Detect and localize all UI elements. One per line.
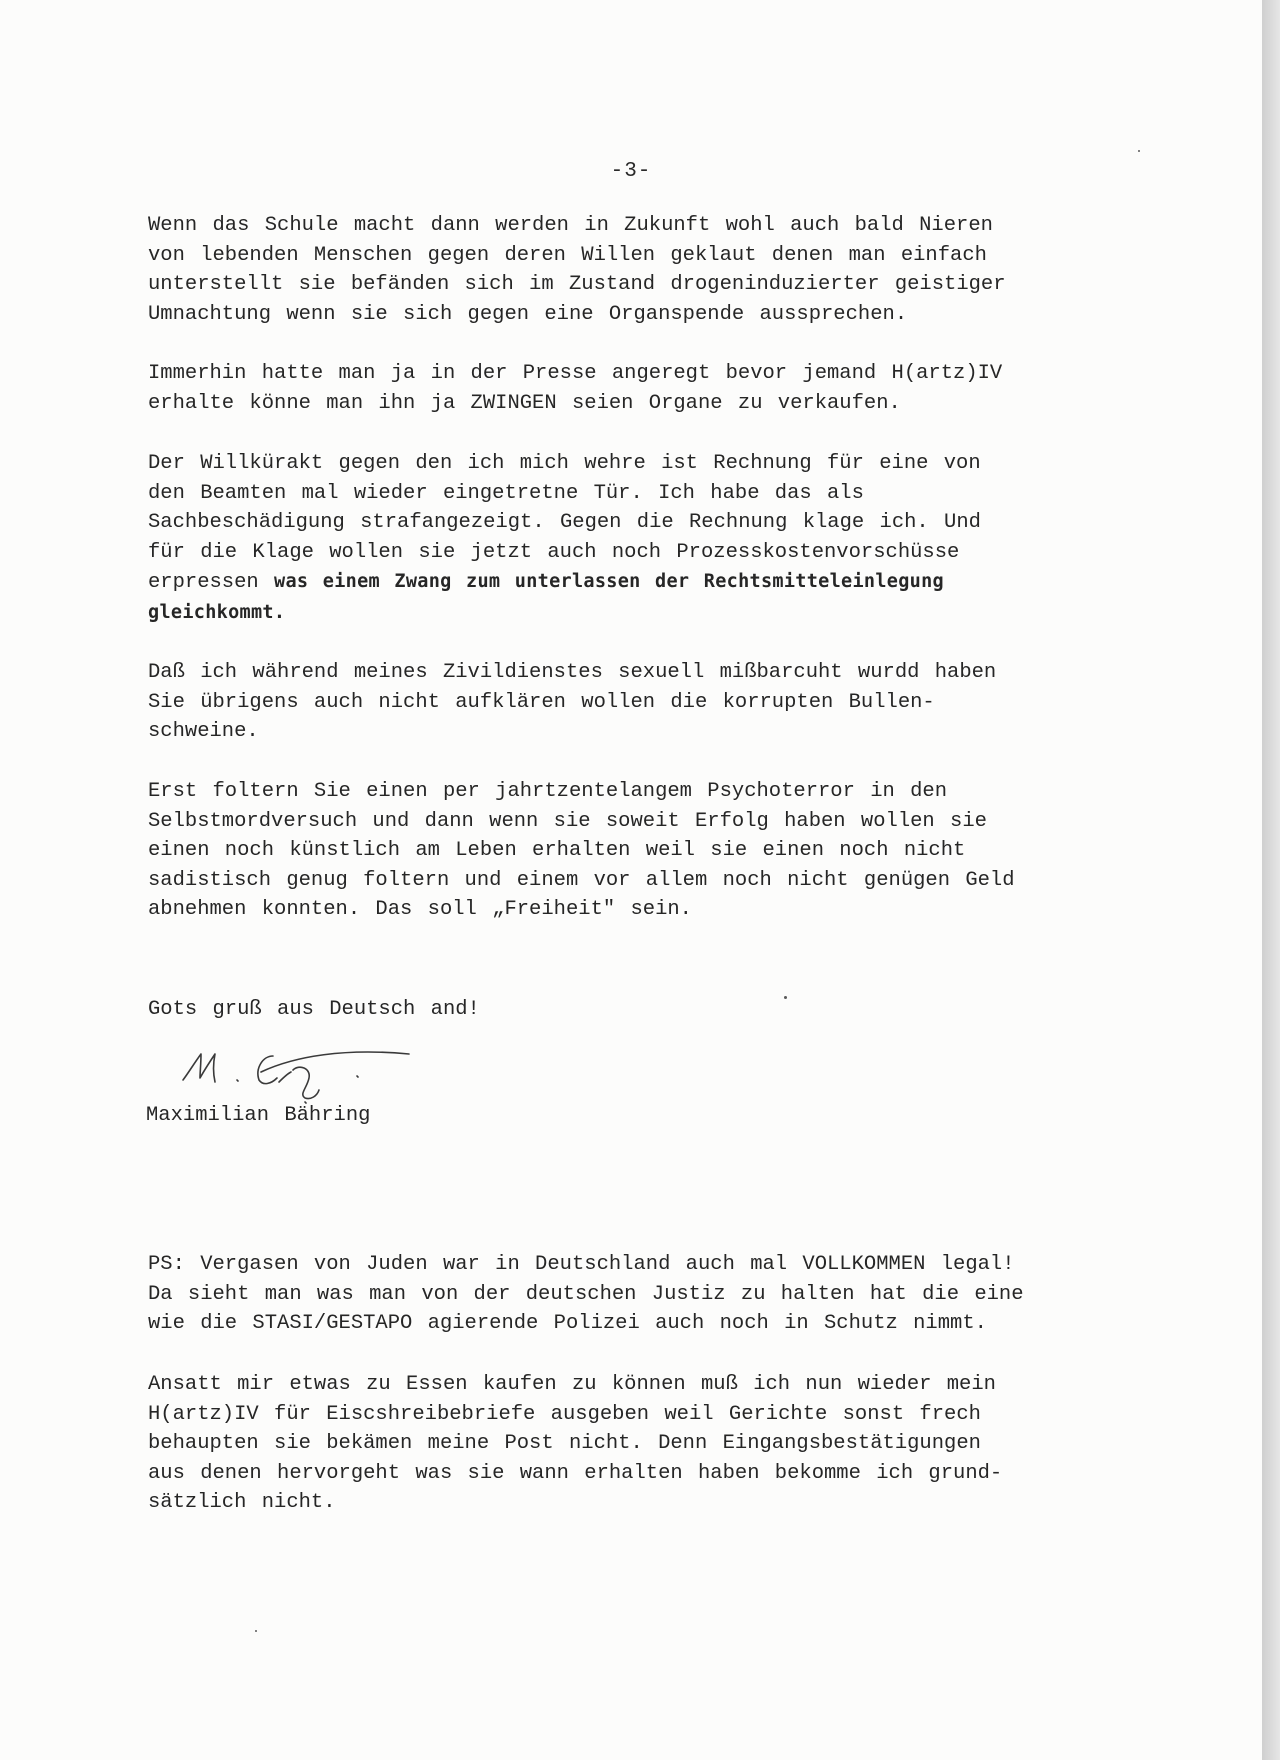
text-line: H(artz)IV für Eiscshreibebriefe ausgeben weil Gerichte sonst frech: [148, 1402, 981, 1426]
text-line: abnehmen konnten. Das soll „Freiheit" sein.: [148, 898, 692, 921]
signer-name: Maximilian Bähring: [146, 1104, 371, 1127]
text-line: behaupten sie bekämen meine Post nicht. Denn Eingangsbestätigungen: [148, 1432, 981, 1455]
text-line: sadistisch genug foltern und einem vor allem noch nicht genügen Geld: [148, 868, 1015, 892]
text-line: aus denen hervorgeht was sie wann erhalten haben bekomme ich grund-: [148, 1461, 1003, 1485]
text-line: für die Klage wollen sie jetzt auch noch Prozesskostenvorschüsse: [148, 540, 960, 564]
text-line: PS: Vergasen von Juden war in Deutschland auch mal VOLLKOMMEN legal!: [148, 1253, 1015, 1276]
text-line: den Beamten mal wieder eingetretne Tür. Ich habe das als: [148, 481, 864, 505]
postscript-justice: [148, 1250, 1108, 1339]
text-line: schweine.: [148, 720, 259, 743]
text-line: [148, 567, 1108, 598]
page-number: -3-: [610, 160, 652, 183]
text-line: Sachbeschädigung strafangezeigt. Gegen die Rechnung klage ich. Und: [148, 511, 981, 534]
text-line: Wenn das Schule macht dann werden in Zukunft wohl auch bald Nieren: [148, 214, 993, 237]
text-line: Sie übrigens auch nicht aufklären wollen die korrupten Bullen-: [148, 690, 935, 714]
paragraph-civil-service: [148, 658, 1108, 747]
text-line: von lebenden Menschen gegen deren Willen geklaut denen man einfach: [148, 243, 987, 267]
scan-speck: [784, 996, 787, 999]
text-line: Der Willkürakt gegen den ich mich wehre ist Rechnung für eine von: [148, 452, 981, 475]
postscript-registered-mail: [148, 1370, 1108, 1518]
text-plain: erpressen: [148, 571, 275, 594]
text-bold: was einem Zwang zum unterlassen der Rechtsmitteleinlegung: [274, 571, 944, 592]
scanner-edge: [1262, 0, 1280, 1760]
paragraph-press: [148, 359, 1108, 418]
text-line: Selbstmordversuch und dann wenn sie soweit Erfolg haben wollen sie: [148, 809, 987, 833]
text-line: Erst foltern Sie einen per jahrtzentelangem Psychoterror in den: [148, 780, 948, 803]
text-line: Umnachtung wenn sie sich gegen eine Organspende aussprechen.: [148, 302, 908, 326]
text-bold-line: gleichkommt.: [148, 601, 286, 623]
scan-speck: [1138, 150, 1140, 152]
text-line: erhalte könne man ihn ja ZWINGEN seien Organe zu verkaufen.: [148, 391, 901, 415]
text-line: Da sieht man was man von der deutschen Justiz zu halten hat die eine: [148, 1282, 1024, 1306]
paragraph-invoice: [148, 449, 1108, 627]
text-line: einen noch künstlich am Leben erhalten weil sie einen noch nicht: [148, 839, 966, 862]
closing-greeting: Gots gruß aus Deutsch and!: [148, 998, 480, 1021]
text-line: Ansatt mir etwas zu Essen kaufen zu können muß ich nun wieder mein: [148, 1373, 996, 1396]
scan-speck: [255, 1630, 257, 1632]
handwritten-signature: [175, 1042, 425, 1110]
text-line: Immerhin hatte man ja in der Presse angeregt bevor jemand H(artz)IV: [148, 362, 1003, 385]
text-line: wie die STASI/GESTAPO agierende Polizei auch noch in Schutz nimmt.: [148, 1312, 987, 1335]
text-line: unterstellt sie befänden sich im Zustand drogeninduzierter geistiger: [148, 273, 1006, 296]
paragraph-organs: [148, 211, 1108, 329]
text-line: sätzlich nicht.: [148, 1491, 336, 1514]
text-line: Daß ich während meines Zivildienstes sexuell mißbarcuht wurdd haben: [148, 661, 997, 684]
paragraph-psychoterror: [148, 777, 1108, 925]
